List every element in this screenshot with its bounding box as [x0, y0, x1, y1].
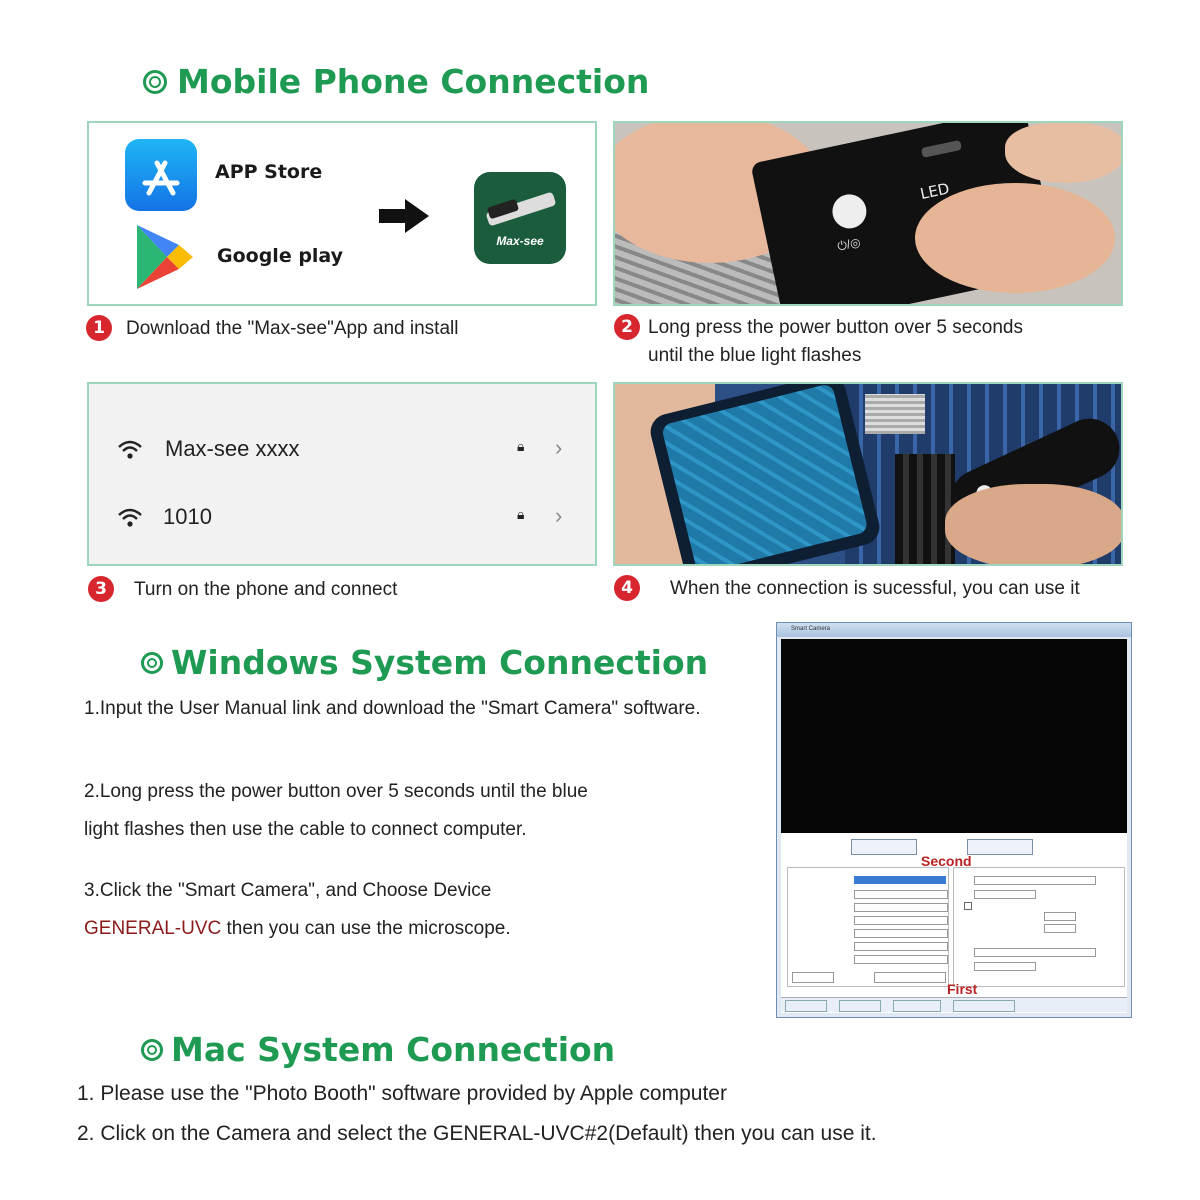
wifi-icon: [117, 508, 143, 528]
bottom-tab-bar: [781, 997, 1127, 1012]
max-see-app-icon[interactable]: [474, 172, 566, 264]
chevron-right-icon: ›: [555, 435, 563, 460]
snap-prefix-field[interactable]: [974, 890, 1036, 899]
step-1-caption: 1 Download the "Max-see"App and install: [86, 315, 458, 343]
step-4-caption: 4 When the connection is sucessful, you can use it: [614, 575, 1080, 603]
windows-step-3-line-1: 3.Click the "Smart Camera", and Choose Device: [84, 880, 492, 901]
recording-method-select[interactable]: [854, 903, 948, 912]
device-name: GENERAL-UVC: [84, 918, 222, 939]
google-play-icon[interactable]: [133, 223, 195, 291]
app-store-label: APP Store: [215, 161, 323, 183]
microscope-body: ⏻/◎ LED: [750, 121, 1059, 306]
video-format-select[interactable]: [854, 890, 948, 899]
record-prefix-field[interactable]: [974, 962, 1036, 971]
usage-photo-panel: [613, 382, 1123, 566]
audio-compression-select[interactable]: [854, 955, 948, 964]
mac-section-title: Mac System Connection: [141, 1030, 615, 1069]
device-settings-group: [787, 867, 949, 987]
mac-step-2: 2. Click on the Camera and select the GENERAL-UVC#2(Default) then you can use it.: [77, 1122, 877, 1145]
lock-icon: 🔒︎: [517, 438, 525, 454]
audio-device-select[interactable]: [854, 942, 948, 951]
tab-security-settings[interactable]: [953, 1000, 1015, 1012]
wifi-list-panel: [87, 382, 597, 566]
interval-time-field[interactable]: [1044, 912, 1076, 921]
google-play-label: Google play: [217, 245, 344, 267]
step-number-badge: 4: [614, 575, 640, 601]
windows-step-2-line-1: 2.Long press the power button over 5 seconds until the blue: [84, 781, 588, 802]
second-label: Second: [921, 853, 972, 869]
step-2-caption: 2 Long press the power button over 5 seconds until the blue light flashes: [614, 314, 1023, 370]
phone-screen: [647, 382, 883, 566]
smart-camera-window: [776, 622, 1132, 1018]
app-icon-label: Max-see: [496, 234, 544, 248]
tab-settings[interactable]: [893, 1000, 941, 1012]
step-3-caption: 3 Turn on the phone and connect: [88, 576, 397, 604]
record-path-field[interactable]: [974, 948, 1096, 957]
wifi-icon: [117, 440, 143, 460]
camera-preview: [781, 639, 1127, 833]
lock-icon: 🔒︎: [517, 506, 525, 522]
windows-step-3-line-2: GENERAL-UVC then you can use the microscope.: [84, 918, 511, 939]
windows-section-title: Windows System Connection: [141, 643, 708, 682]
step-number-badge: 2: [614, 314, 640, 340]
ring-bullet-icon: [141, 1039, 163, 1061]
store-panel: [87, 121, 597, 306]
power-button-icon: [829, 191, 869, 231]
app-store-icon[interactable]: [125, 139, 197, 211]
video-advanced-settings-button[interactable]: [874, 972, 946, 983]
arrow-right-icon: [377, 197, 431, 235]
mac-step-1: 1. Please use the "Photo Booth" software provided by Apple computer: [77, 1082, 727, 1105]
windows-step-1: 1.Input the User Manual link and download the "Smart Camera" software.: [84, 698, 701, 719]
thumb-right: [915, 183, 1115, 293]
device-select[interactable]: [854, 876, 946, 884]
snap-settings-group: [953, 867, 1125, 987]
tab-photo[interactable]: [785, 1000, 827, 1012]
snap-path-field[interactable]: [974, 876, 1096, 885]
wifi-network-name: 1010: [163, 504, 212, 529]
device-photo-panel: [613, 121, 1123, 306]
step-number-badge: 1: [86, 315, 112, 341]
wifi-network-row[interactable]: [89, 498, 595, 538]
mobile-section-title: Mobile Phone Connection: [143, 62, 649, 101]
video-resolution-select[interactable]: [854, 916, 948, 925]
wifi-network-row[interactable]: [89, 430, 595, 470]
settings-area: [781, 833, 1127, 1013]
interval-snap-checkbox[interactable]: [964, 902, 972, 910]
video-compression-select[interactable]: [854, 929, 948, 938]
led-label: LED: [918, 179, 952, 204]
ring-bullet-icon: [143, 70, 167, 94]
window-titlebar: Smart Camera: [777, 623, 1131, 637]
first-label: First: [947, 981, 978, 997]
camera-button[interactable]: [792, 972, 834, 983]
ring-bullet-icon: [141, 652, 163, 674]
record-video-button[interactable]: [967, 839, 1033, 855]
tab-video[interactable]: [839, 1000, 881, 1012]
wifi-network-name: Max-see xxxx: [165, 436, 300, 461]
maximum-field[interactable]: [1044, 924, 1076, 933]
windows-step-2-line-2: light flashes then use the cable to connect computer.: [84, 819, 527, 840]
chevron-right-icon: ›: [555, 503, 563, 528]
take-photo-button[interactable]: [851, 839, 917, 855]
step-number-badge: 3: [88, 576, 114, 602]
